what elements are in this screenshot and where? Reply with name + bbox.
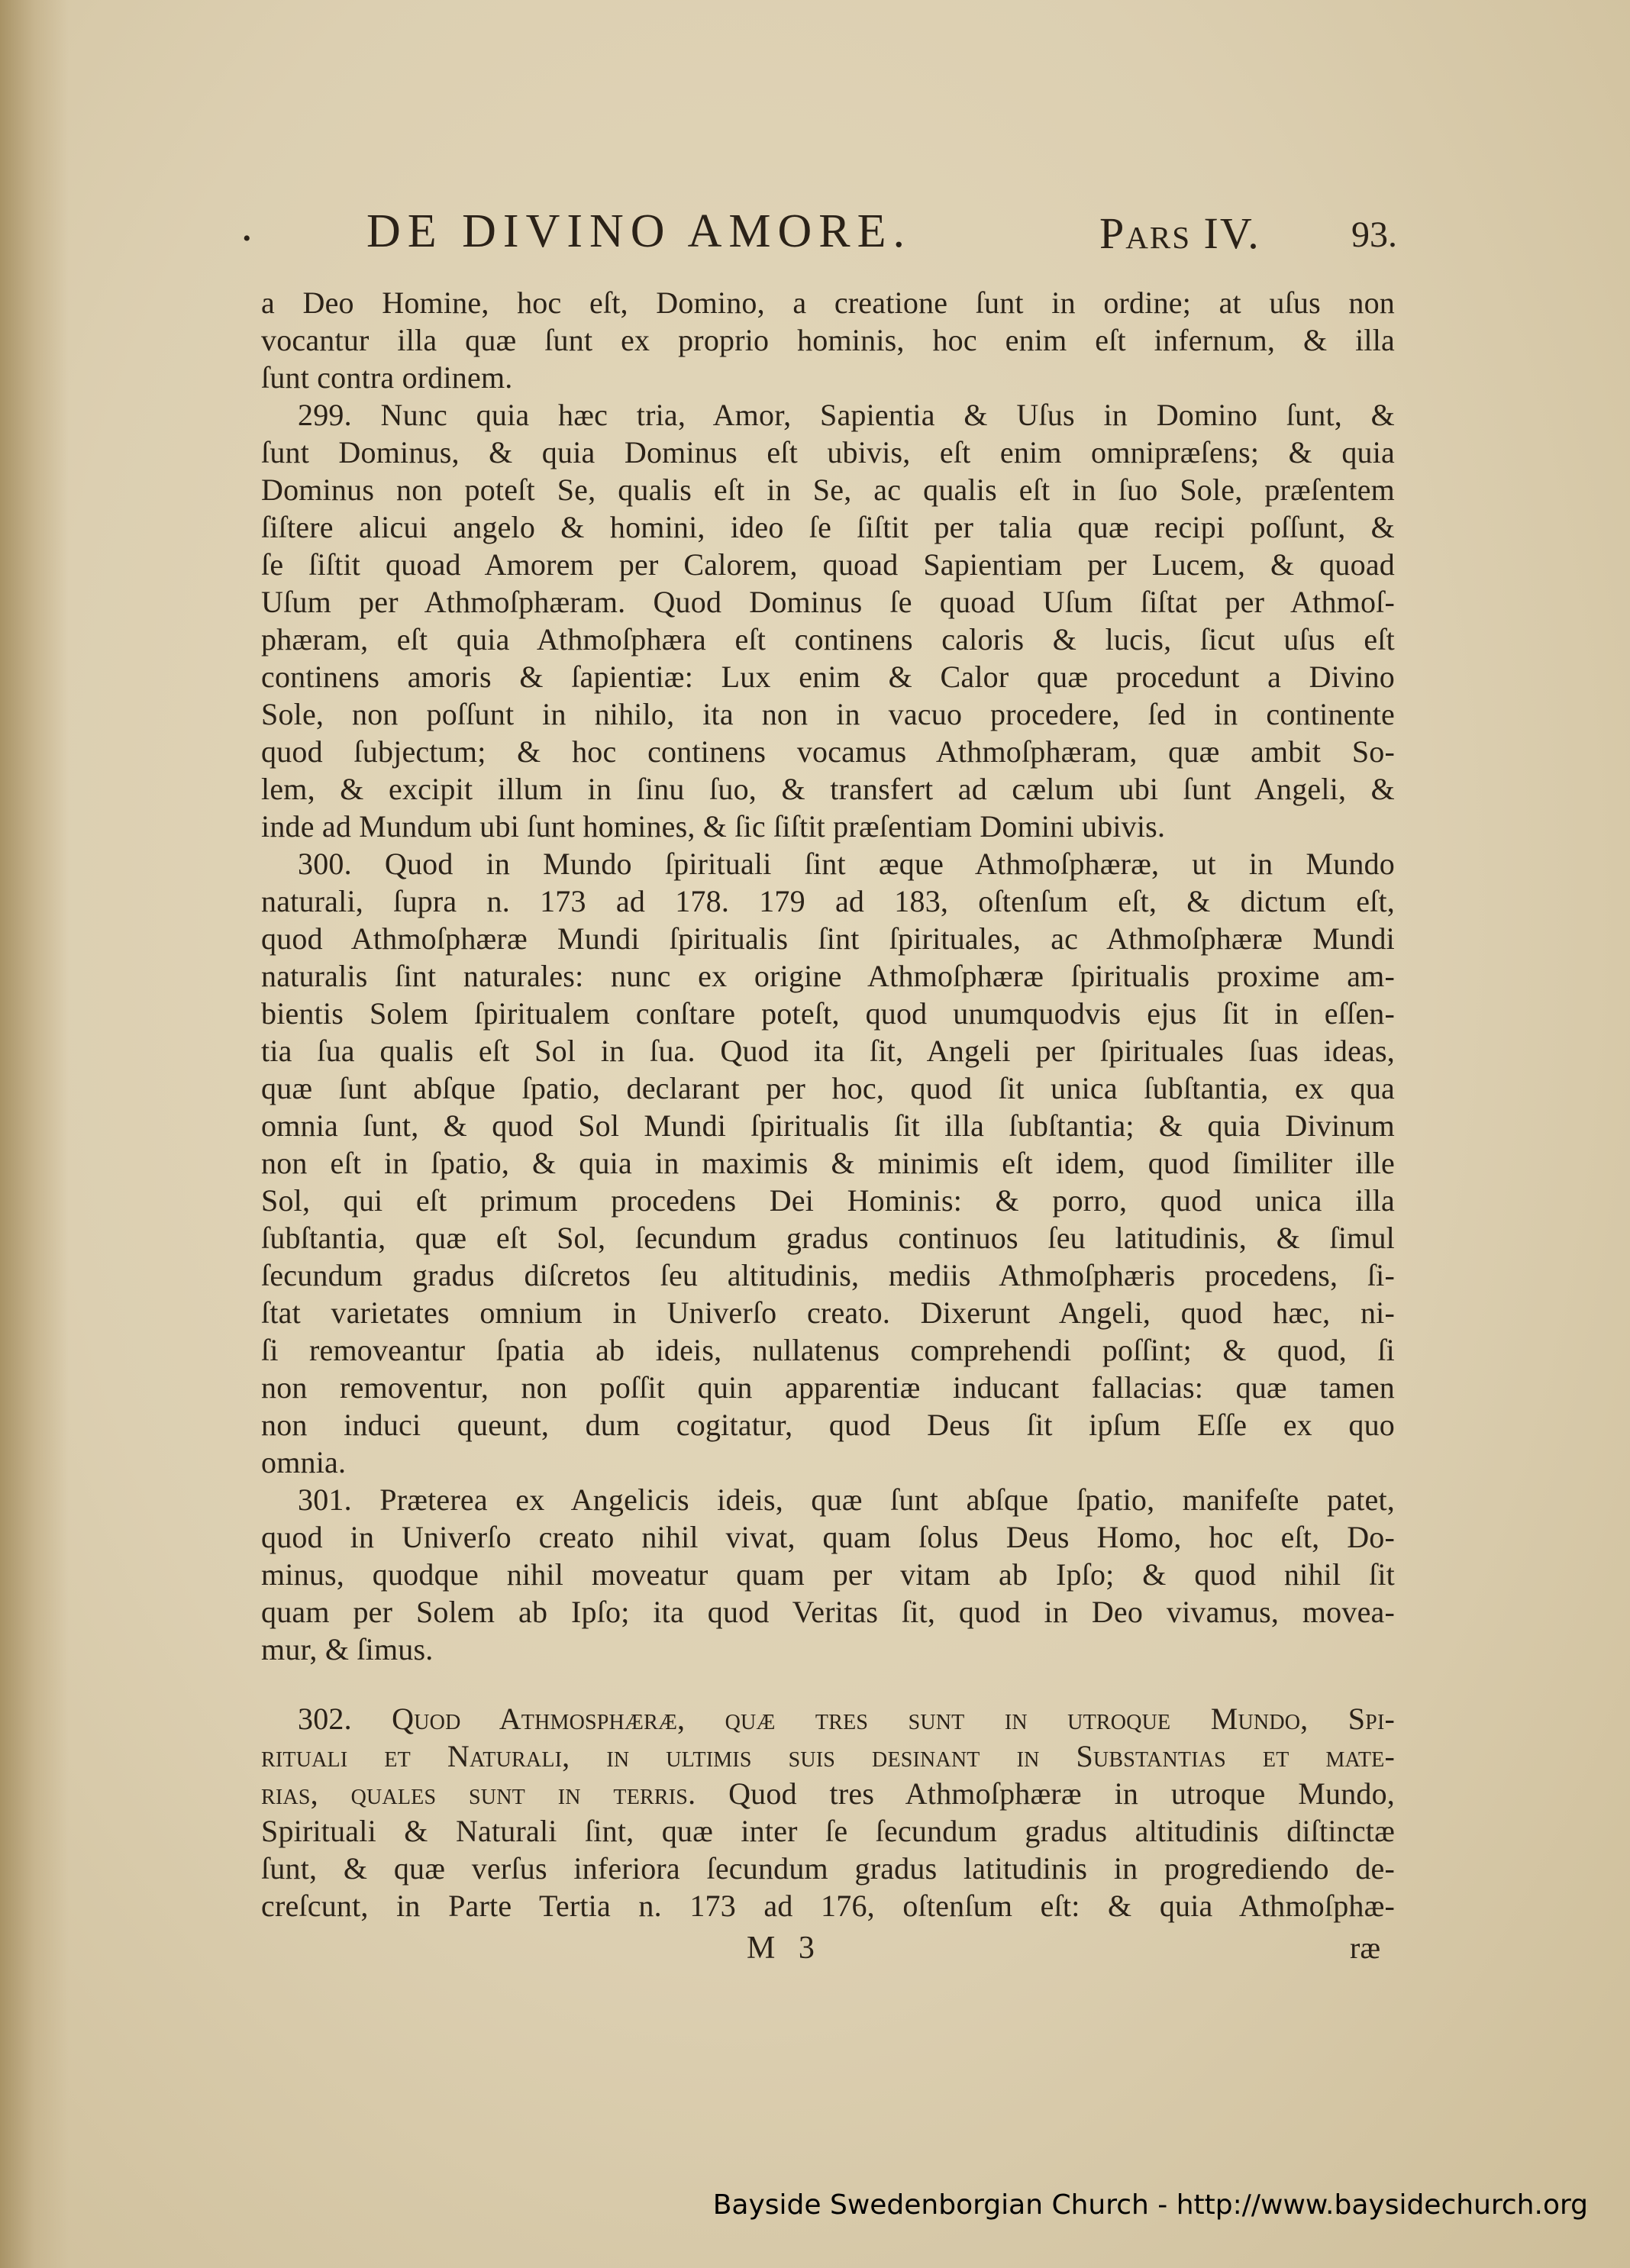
page-number: 93. xyxy=(1351,215,1397,255)
text-line: ſunt contra ordinem. xyxy=(261,360,513,395)
text-line: tia ſua qualis eſt Sol in ſua. Quod ita ſit, Angeli per ſpirituales ſuas ideas, xyxy=(261,1034,1395,1068)
small-caps-heading: rias, quales sunt in terris. xyxy=(261,1776,696,1811)
text-line: a Deo Homine, hoc eſt, Domino, a creatione ſunt in ordine; at uſus non xyxy=(261,286,1395,320)
catchword: ræ xyxy=(1350,1931,1380,1965)
text-line: inde ad Mundum ubi ſunt homines, & ſic ſiſtit præſentiam Domini ubivis. xyxy=(261,809,1166,844)
text-line: 301. Præterea ex Angelicis ideis, quæ ſunt abſque ſpatio, manifeſte patet, xyxy=(298,1482,1395,1517)
text-line: ſubſtantia, quæ eſt Sol, ſecundum gradus continuos ſeu latitudinis, & ſimul xyxy=(261,1221,1395,1255)
text-line: ſtat varietates omnium in Univerſo creato. Dixerunt Angeli, quod hæc, ni- xyxy=(261,1295,1395,1330)
section-302 xyxy=(261,1700,1395,1924)
text-line: non eſt in ſpatio, & quia in maximis & minimis eſt idem, quod ſimiliter ille xyxy=(261,1146,1395,1180)
text-line: rituali et Naturali, in ultimis suis desinant in Substantias et mate- xyxy=(261,1739,1395,1773)
text-line: ſunt Dominus, & quia Dominus eſt ubivis, eſt enim omnipræſens; & quia xyxy=(261,435,1395,469)
text-line: Sole, non poſſunt in nihilo, ita non in vacuo procedere, ſed in continente xyxy=(261,697,1395,731)
page-gutter-shadow xyxy=(0,0,69,2268)
text-line: continens amoris & ſapientiæ: Lux enim & Calor quæ procedunt a Divino xyxy=(261,660,1395,694)
text-line: ſe ſiſtit quoad Amorem per Calorem, quoad Sapientiam per Lucem, & quoad xyxy=(261,547,1395,582)
text-line: Sol, qui eſt primum procedens Dei Hominis: & porro, quod unica illa xyxy=(261,1183,1395,1218)
text-line: ſiſtere alicui angelo & homini, ideo ſe ſiſtit per talia quæ recipi poſſunt, & xyxy=(261,510,1395,544)
text-line: quod in Univerſo creato nihil vivat, quam ſolus Deus Homo, hoc eſt, Do- xyxy=(261,1520,1395,1554)
text-line: ſunt, & quæ verſus inferiora ſecundum gradus latitudinis in progrediendo de- xyxy=(261,1851,1395,1886)
part-label: Pars IV. xyxy=(1099,208,1260,258)
text-line: Uſum per Athmoſphæram. Quod Dominus ſe quoad Uſum ſiſtat per Athmoſ- xyxy=(261,585,1395,619)
text-line: 299. Nunc quia hæc tria, Amor, Sapientia & Uſus in Domino ſunt, & xyxy=(298,398,1395,432)
text-line: minus, quodque nihil moveatur quam per vitam ab Ipſo; & quod nihil ſit xyxy=(261,1557,1395,1592)
text-line: bientis Solem ſpiritualem conſtare poteſt, quod unumquodvis ejus ſit in eſſen- xyxy=(261,996,1395,1031)
line-text: Quod tres Athmoſphæræ in utroque Mundo, xyxy=(696,1776,1395,1811)
signature-mark: M 3 xyxy=(747,1931,822,1966)
header-bullet: • xyxy=(243,226,251,251)
body-text xyxy=(261,284,1395,1924)
text-line: Dominus non poteſt Se, qualis eſt in Se, ac qualis eſt in ſuo Sole, præſentem xyxy=(261,473,1395,507)
text-line: non induci queunt, dum cogitatur, quod Deus ſit ipſum Eſſe ex quo xyxy=(261,1408,1395,1442)
text-line: omnia ſunt, & quod Sol Mundi ſpiritualis ſit illa ſubſtantia; & quia Divinum xyxy=(261,1108,1395,1143)
text-line: naturali, ſupra n. 173 ad 178. 179 ad 183, oſtenſum eſt, & dictum eſt, xyxy=(261,884,1395,918)
text-line: naturalis ſint naturales: nunc ex origine Athmoſphæræ ſpiritualis proxime am- xyxy=(261,959,1395,993)
running-title: DE DIVINO AMORE. xyxy=(366,205,912,257)
text-line: 300. Quod in Mundo ſpirituali ſint æque Athmoſphæræ, ut in Mundo xyxy=(298,847,1395,881)
text-line: non removentur, non poſſit quin apparentiæ inducant fallacias: quæ tamen xyxy=(261,1370,1395,1405)
section-gap xyxy=(261,1668,1395,1700)
main-paragraphs xyxy=(261,284,1395,1668)
text-line: quod ſubjectum; & hoc continens vocamus Athmoſphæram, quæ ambit So- xyxy=(261,734,1395,769)
text-line: vocantur illa quæ ſunt ex proprio hominis, hoc enim eſt infernum, & illa xyxy=(261,323,1395,357)
text-line: quæ ſunt abſque ſpatio, declarant per hoc, quod ſit unica ſubſtantia, ex qua xyxy=(261,1071,1395,1105)
watermark-caption: Bayside Swedenborgian Church - http://www.baysidechurch.org xyxy=(712,2189,1588,2221)
text-line: omnia. xyxy=(261,1445,347,1479)
text-line: mur, & ſimus. xyxy=(261,1632,434,1666)
text-line: 302. Quod Athmosphæræ, quæ tres sunt in utroque Mundo, Spi- xyxy=(298,1702,1395,1736)
text-line: Spirituali & Naturali ſint, quæ inter ſe ſecundum gradus altitudinis diſtinctæ xyxy=(261,1814,1395,1848)
running-header xyxy=(229,205,1420,266)
text-line: ſecundum gradus diſcretos ſeu altitudinis, mediis Athmoſphæris procedens, ſi- xyxy=(261,1258,1395,1292)
text-line xyxy=(261,1775,1395,1812)
text-line: phæram, eſt quia Athmoſphæra eſt continens caloris & lucis, ſicut uſus eſt xyxy=(261,622,1395,657)
text-line: creſcunt, in Parte Tertia n. 173 ad 176, oſtenſum eſt: & quia Athmoſphæ- xyxy=(261,1889,1395,1923)
text-line: ſi removeantur ſpatia ab ideis, nullatenus comprehendi poſſint; & quod, ſi xyxy=(261,1333,1395,1367)
text-line: lem, & excipit illum in ſinu ſuo, & transfert ad cælum ubi ſunt Angeli, & xyxy=(261,772,1395,806)
text-line: quam per Solem ab Ipſo; ita quod Veritas ſit, quod in Deo vivamus, movea- xyxy=(261,1595,1395,1629)
text-line: quod Athmoſphæræ Mundi ſpiritualis ſint ſpirituales, ac Athmoſphæræ Mundi xyxy=(261,921,1395,956)
